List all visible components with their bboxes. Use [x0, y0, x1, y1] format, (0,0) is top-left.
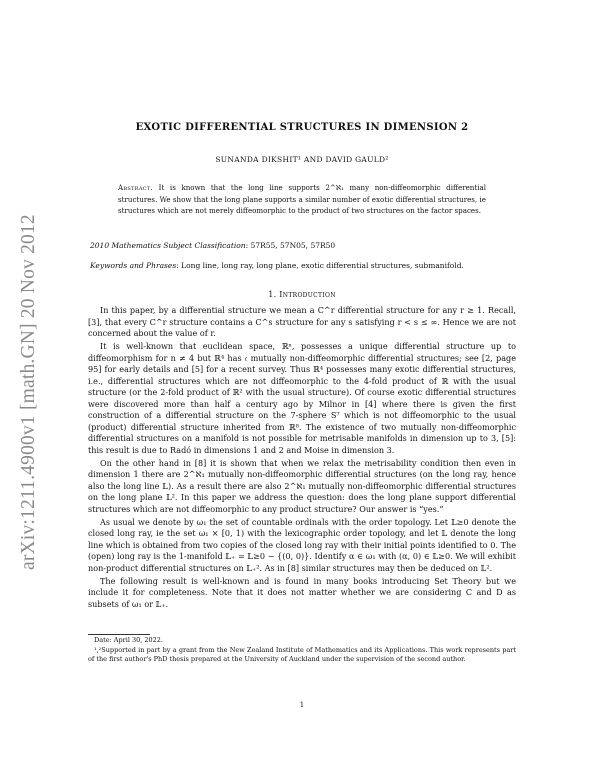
- abstract-label: Abstract.: [118, 183, 154, 192]
- paragraph: In this paper, by a differential structure we mean a C^r differential structure for any r ≥ 1. Recall, [3], that every C^r structure contains a C^s structure for any s satisfying r < s ≤ ∞. Hence we are not concerned about the value of r.: [88, 305, 516, 338]
- abstract-text: It is known that the long line supports 2^ℵ₁ many non-diffeomorphic differential structures. We show that the long plane supports a similar number of exotic differential structures, ie structures which are not merely diffeomorphic to the product of two structures on the factor spaces.: [118, 183, 486, 215]
- paragraph: It is well-known that euclidean space, ℝⁿ, possesses a unique differential structure up to diffeomorphism for n ≠ 4 but ℝ⁴ has 𝔠 mutually non-diffeomorphic differential structures; see [2, page 95] for early details and [5] for a recent survey. Thus ℝ⁴ possesses many exotic differential structures, i.e., differential structures which are not diffeomorphic to the 4-fold product of ℝ with the usual structure (or the 2-fold product of ℝ² with the usual structure). Of course exotic differential structures were discovered more than half a century ago by Milnor in [4] where there is given the first construction of a differential structure on the 7-sphere S⁷ which is not diffeomorphic to the usual (product) differential structure inherited from ℝ⁸. The existence of two mutually non-diffeomorphic differential structures on a manifold is not possible for metrisable manifolds in dimension up to 3, [5]: this result is due to Radó in dimensions 1 and 2 and Moise in dimension 3.: [88, 341, 516, 455]
- footnotes: [88, 636, 516, 665]
- footnote-date: Date: April 30, 2022.: [94, 636, 163, 644]
- page-number: 1: [299, 701, 305, 709]
- keywords: [90, 261, 464, 270]
- section-heading: 1. Introduction: [268, 290, 336, 299]
- paragraph: On the other hand in [8] it is shown that when we relax the metrisability condition then even in dimension 1 there are 2^ℵ₁ mutually non-diffeomorphic differential structures (on the long ray, hence also the long line 𝕃). As a result there are also 2^ℵ₁ mutually non-diffeomorphic differential structures on the long plane 𝕃². In this paper we address the question: does the long plane support differential structures which are not diffeomorphic to any product structure? Our answer is “yes.”: [88, 457, 516, 514]
- paper-title: EXOTIC DIFFERENTIAL STRUCTURES IN DIMENSION 2: [135, 122, 469, 133]
- footnote-rule: [88, 634, 150, 635]
- arxiv-identifier: arXiv:1211.4900v1 [math.GN] 20 Nov 2012: [18, 214, 39, 570]
- subject-classification: [90, 241, 335, 250]
- paragraph: The following result is well-known and is found in many books introducing Set Theory but we include it for completeness. Note that it does not matter whether we are considering C and D as subsets of ω₁ or 𝕃₊.: [88, 575, 516, 609]
- keywords-value: : Long line, long ray, long plane, exotic differential structures, submanifold.: [176, 261, 464, 270]
- keywords-label: Keywords and Phrases: [90, 261, 177, 270]
- msc-label: 2010 Mathematics Subject Classification: [90, 241, 246, 250]
- footnote-support: ¹,²Supported in part by a grant from the New Zealand Institute of Mathematics and its Applications. This work represents part of the first author's PhD thesis prepared at the University of Auckland under the supervision of the second author.: [88, 645, 516, 663]
- msc-value: : 57R55, 57N05, 57R50: [245, 241, 336, 250]
- abstract: [118, 182, 486, 217]
- body-text: [88, 305, 516, 612]
- paper-authors: SUNANDA DIKSHIT¹ AND DAVID GAULD²: [215, 155, 389, 164]
- paragraph: As usual we denote by ω₁ the set of countable ordinals with the order topology. Let 𝕃≥0 denote the closed long ray, ie the set ω₁ × [0, 1) with the lexicographic order topology, and let 𝕃 denote the long line which is obtained from two copies of the closed long ray with their initial points identified to 0. The (open) long ray is the 1-manifold 𝕃₊ = 𝕃≥0 − {(0, 0)}. Identify α ∈ ω₁ with (α, 0) ∈ 𝕃≥0. We will exhibit non-product differential structures on 𝕃₊². As in [8] similar structures may then be deduced on 𝕃².: [88, 516, 516, 573]
